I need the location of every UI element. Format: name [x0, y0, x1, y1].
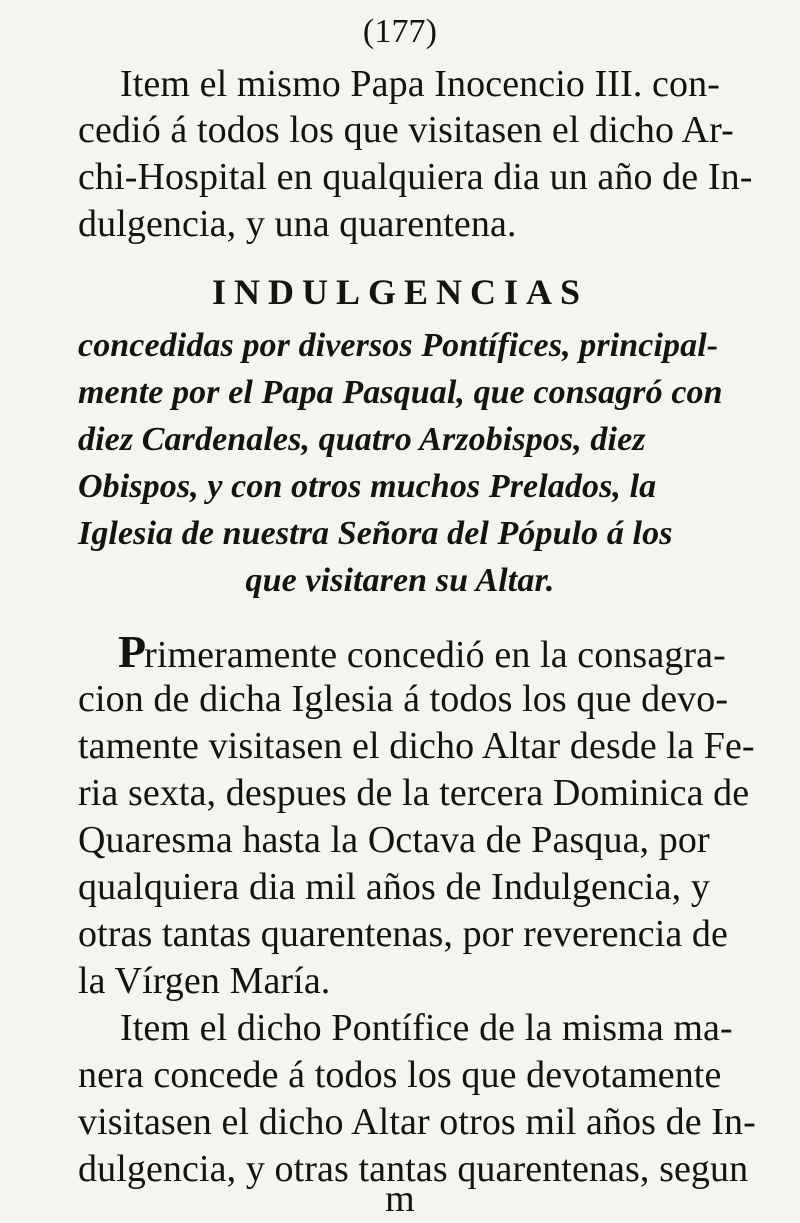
subtitle-line2: mente por el Papa Pasqual, que consagró con: [78, 374, 723, 411]
paragraph2-line3: tamente visitasen el dicho Altar desde la Fe-: [78, 725, 755, 767]
paragraph1-line2: cedió á todos los que visitasen el dicho Ar-: [78, 109, 734, 151]
paragraph1-line1: Item el mismo Papa Inocencio III. con-: [120, 63, 720, 105]
subtitle-line6: que visitaren su Altar.: [245, 562, 555, 599]
page-number: (177): [362, 13, 438, 50]
subtitle-line1: concedidas por diversos Pontífices, principal-: [78, 327, 719, 364]
paragraph2-line7: otras tantas quarentenas, por reverencia de: [78, 913, 728, 955]
subtitle-line3: diez Cardenales, quatro Arzobispos, diez: [78, 421, 646, 458]
paragraph2-line6: qualquiera dia mil años de Indulgencia, y: [78, 866, 710, 908]
paragraph3-line2: nera concede á todos los que devotamente: [78, 1054, 722, 1096]
paragraph1-line3: chi-Hospital en qualquiera dia un año de In-: [78, 156, 753, 198]
catchword: m: [385, 1178, 415, 1220]
paragraph2-line1-text: rimeramente concedió en la consagra-: [144, 634, 726, 676]
paragraph2-line2: cion de dicha Iglesia á todos los que devo-: [78, 678, 729, 720]
paragraph2-line8: la Vírgen María.: [78, 960, 331, 1002]
drop-cap: P: [118, 626, 145, 677]
subtitle-line4: Obispos, y con otros muchos Prelados, la: [78, 468, 657, 505]
paragraph2-line4: ria sexta, despues de la tercera Dominica de: [78, 772, 750, 814]
paragraph1-line4: dulgencia, y una quarentena.: [78, 203, 517, 245]
paragraph3-line1: Item el dicho Pontífice de la misma ma-: [120, 1007, 733, 1049]
subtitle-line5: Iglesia de nuestra Señora del Pópulo á los: [78, 515, 673, 552]
section-heading: INDULGENCIAS: [211, 272, 589, 312]
paragraph2-line1: [118, 628, 726, 679]
paragraph3-line4: dulgencia, y otras tantas quarentenas, segun: [78, 1148, 749, 1190]
paragraph2-line5: Quaresma hasta la Octava de Pasqua, por: [78, 819, 710, 861]
paragraph3-line3: visitasen el dicho Altar otros mil años de In-: [78, 1101, 756, 1143]
